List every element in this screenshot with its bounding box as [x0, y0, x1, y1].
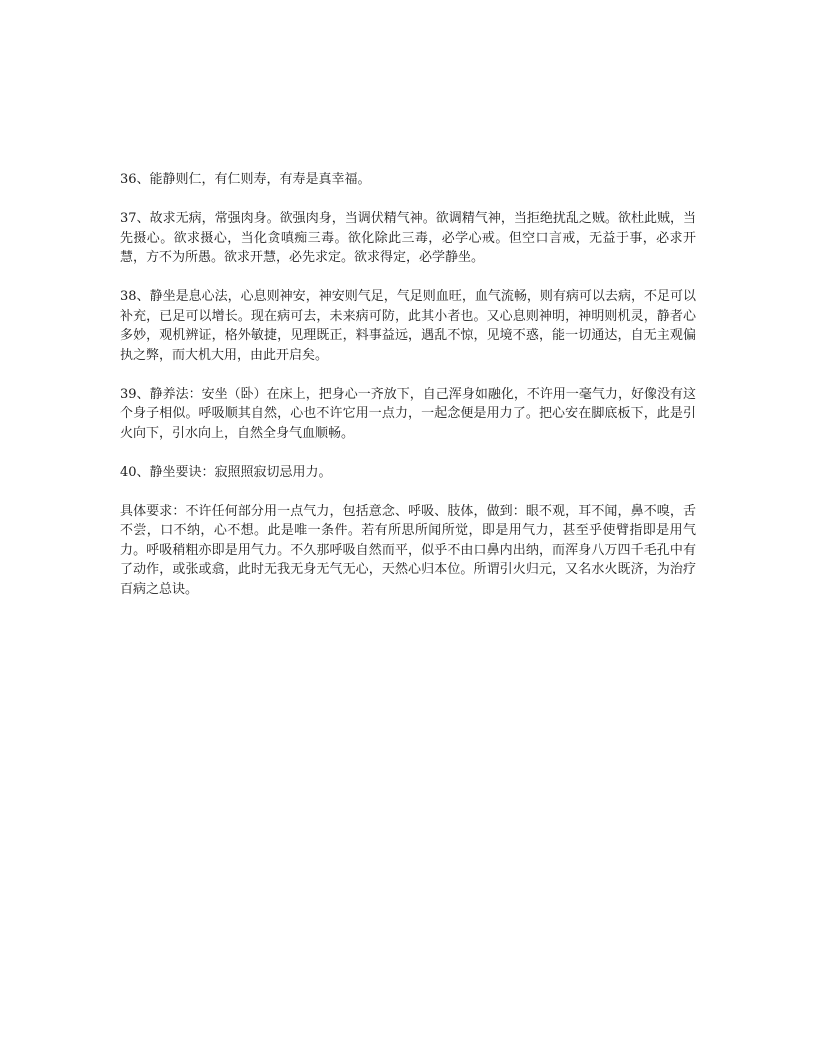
paragraph-36: 36、能静则仁，有仁则寿，有寿是真幸福。	[120, 172, 371, 187]
document-body	[120, 170, 696, 619]
paragraph-38: 38、静坐是息心法，心息则神安，神安则气足，气足则血旺，血气流畅，则有病可以去病，不足可以补充，已足可以增长。现在病可去，未来病可防，此其小者也。又心息则神明，神明则机灵，静者心多妙，观机辨证，格外敏捷，见理既正，料事益远，遇乱不惊，见境不惑，能一切通达，自无主观偏执之弊，而大机大用，由此开启矣。	[120, 289, 696, 363]
paragraph-39: 39、静养法：安坐（卧）在床上，把身心一齐放下，自己浑身如融化，不许用一毫气力，好像没有这个身子相似。呼吸顺其自然，心也不许它用一点力，一起念便是用力了。把心安在脚底板下，此是引火向下，引水向上，自然全身气血顺畅。	[120, 386, 696, 441]
paragraph-37: 37、故求无病，常强肉身。欲强肉身，当调伏精气神。欲调精气神，当拒绝扰乱之贼。欲杜此贼，当先摄心。欲求摄心，当化贪嗔痴三毒。欲化除此三毒，必学心戒。但空口言戒，无益于事，必求开慧，方不为所愚。欲求开慧，必先求定。欲求得定，必学静坐。	[120, 211, 696, 265]
paragraph-40: 40、静坐要诀：寂照照寂切忌用力。	[120, 464, 332, 480]
paragraph-requirements: 具体要求：不许任何部分用一点气力，包括意念、呼吸、肢体，做到：眼不观，耳不闻，鼻不嗅，舌不尝，口不纳，心不想。此是唯一条件。若有所思所闻所觉，即是用气力，甚至乎使臂指即是用气力。呼吸稍粗亦即是用气力。不久那呼吸自然而平，似乎不由口鼻内出纳，而浑身八万四千毛孔中有了动作，或张或翕，此时无我无身无气无心，天然心归本位。所谓引火归元，又名水火既济，为治疗百病之总诀。	[120, 503, 696, 597]
